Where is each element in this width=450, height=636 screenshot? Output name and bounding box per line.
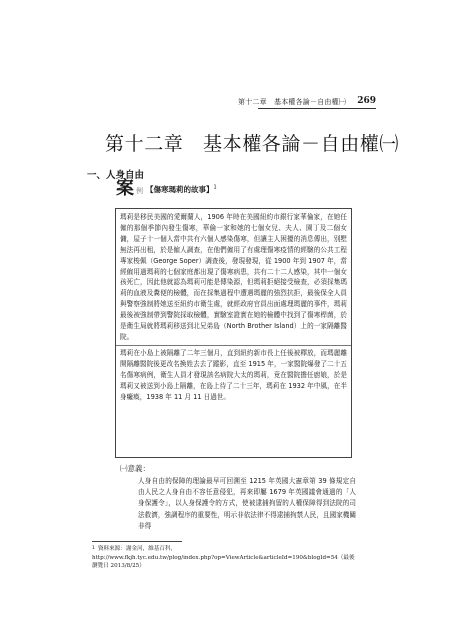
case-mark-small: 例	[136, 187, 143, 195]
case-heading	[116, 178, 316, 200]
header-rule	[258, 108, 376, 109]
footnote-source: 資料來源：謝金河，維基百科，	[97, 546, 177, 552]
case-box	[115, 208, 352, 458]
case-paragraph-2: 瑪莉在小島上被隔離了二年三個月，直到紐約新市長上任後被釋放，而瑪麗離開隔離醫院後更改名換姓去去了蹤影，直至 1915 年，一家醫院爆發了二十五名傷寒病例，衛生人員才發現該名病院大太的瑪莉，竟在醫院擔任廚娘，於是瑪莉又被送到小島上隔離，在島上待了二十三年，瑪莉在 1932 年中風，在半身癱瘓，1938 年 11 月 11 日過世。	[120, 348, 347, 401]
case-title	[146, 184, 217, 195]
chapter-title: 第十二章 基本權各論－自由權㈠	[105, 133, 400, 155]
running-header-title: 第十二章 基本權各論－自由權㈠	[238, 98, 346, 106]
case-title-text: 【傷寒瑪莉的故事】	[146, 185, 214, 194]
footnote-ref: 1	[213, 184, 217, 191]
page-number: 269	[357, 96, 376, 106]
case-paragraph-1: 瑪莉是移民美國的愛爾蘭人，1906 年時在美國紐約市銀行家華倫家，在她任僱的那個季節內發生傷寒，華倫一家和她的七個女兒、夫人、園丁及二個女傭，屋子十一個人當中共有六個人感染傷寒，但讓主人困擾的消息傳出，別墅無法再出租，於是僱人調查，在他們僱用了有處理傷寒疫情的經驗的公共工程專家梭佩（George Soper）調查後，發現發現，從 1900 年到 1907 年，當經僱用過瑪莉的七個家庭都出現了傷寒病患，共有二十二人感染，其中一個女孩死亡，因此他就認為瑪莉可能是傳染源，但瑪莉拒絕接受檢查，必須採集瑪莉的血液及糞便的檢體，而在採集過程中遭遇瑪麗的強烈抗拒，最後保全人員與警察強制將她送至紐約市衛生處，就經政府官員出面處理瑪麗的事件，瑪莉最後被強制帶到警院採取檢體，實驗室證實在她的檢體中找到了傷寒桿菌，於是衛生局就將瑪莉移送到北兄弟島（North Brother Island）上的一家隔離醫院。	[120, 213, 347, 341]
explanation-text: 人身自由的保障的理論最早可回溯至 1215 年英國大憲章第 39 條規定自由人民之人身自由不容任意侵犯，再來即屬 1679 年英國議會通過的「人身保護令」，以人身保護令的方式，使被逮捕拘留的人權保障得到法院的司法救濟，強調程序的重要性，明示非依法律不得逮捕拘禁人民，且國家機關非得	[138, 477, 356, 530]
footnote-url[interactable]: http://www.fkjh.tyc.edu.tw/plog/index.php?op=ViewArticle&articleId=190&blogId=54（最後瀏覽日 2013/8/25）	[92, 554, 355, 570]
footnote-rule	[92, 541, 182, 542]
footnote-number: 1	[92, 546, 95, 551]
footnote	[92, 545, 360, 571]
case-divider	[116, 345, 351, 346]
section-heading: 一、人身自由	[87, 170, 145, 181]
subsection-heading: ㈠意義：	[120, 464, 150, 473]
running-header	[95, 95, 376, 107]
case-mark: 案	[116, 178, 134, 199]
